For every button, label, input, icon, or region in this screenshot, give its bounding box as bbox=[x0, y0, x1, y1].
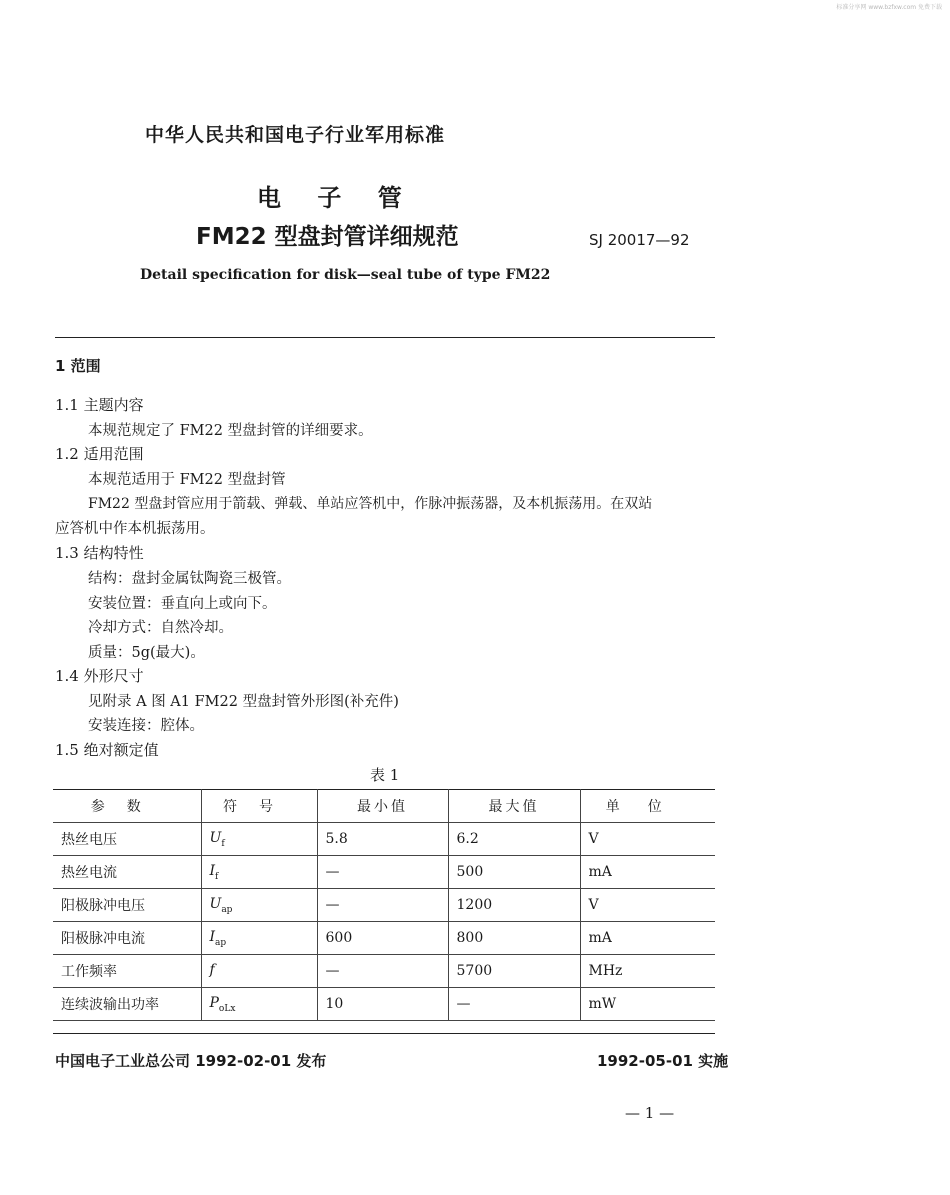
unit-cell: MHz bbox=[580, 955, 715, 988]
section-heading-1: 1 范围 bbox=[55, 357, 101, 375]
table-row bbox=[53, 955, 715, 988]
symbol-cell: $U_{ap}$ bbox=[201, 889, 317, 922]
section-text: 见附录 A 图 A1 FM22 型盘封管外形图(补充件) bbox=[88, 694, 399, 710]
unit-cell: mA bbox=[580, 922, 715, 955]
section-text: FM22 型盘封管应用于箭载、弹载、单站应答机中，作脉冲振荡器，及本机振荡用。在双站 bbox=[88, 496, 653, 512]
table-row bbox=[53, 988, 715, 1021]
section-heading-1-3: 1.3 结构特性 bbox=[55, 544, 144, 562]
section-text: 本规范适用于 FM22 型盘封管 bbox=[88, 472, 286, 488]
issue-date: 中国电子工业总公司 1992-02-01 发布 bbox=[55, 1052, 327, 1070]
symbol-cell: $U_f$ bbox=[201, 823, 317, 856]
max-cell: 800 bbox=[448, 922, 580, 955]
document-subtitle: FM22 型盘封管详细规范 bbox=[196, 224, 459, 250]
section-text: 质量：5g(最大)。 bbox=[88, 645, 205, 661]
unit-cell: V bbox=[580, 823, 715, 856]
param-cell: 热丝电流 bbox=[53, 856, 201, 889]
section-heading-1-2: 1.2 适用范围 bbox=[55, 445, 144, 463]
unit-cell: mW bbox=[580, 988, 715, 1021]
min-cell: — bbox=[317, 889, 448, 922]
unit-cell: mA bbox=[580, 856, 715, 889]
section-text: 结构：盘封金属钛陶瓷三极管。 bbox=[88, 571, 291, 587]
min-cell: 10 bbox=[317, 988, 448, 1021]
section-heading-1-4: 1.4 外形尺寸 bbox=[55, 667, 144, 685]
section-text: 安装位置：垂直向上或向下。 bbox=[88, 596, 277, 612]
table-row bbox=[53, 823, 715, 856]
min-cell: 5.8 bbox=[317, 823, 448, 856]
symbol-cell: f bbox=[201, 955, 317, 988]
table-header-row bbox=[53, 790, 715, 823]
top-divider bbox=[55, 337, 715, 338]
unit-cell: V bbox=[580, 889, 715, 922]
section-heading-1-1: 1.1 主题内容 bbox=[55, 396, 144, 414]
header-param: 参数 bbox=[53, 790, 201, 823]
english-title: Detail specification for disk—seal tube of type FM22 bbox=[140, 267, 551, 283]
symbol-cell: $I_f$ bbox=[201, 856, 317, 889]
page-number: — 1 — bbox=[625, 1104, 675, 1122]
max-cell: 1200 bbox=[448, 889, 580, 922]
max-cell: 5700 bbox=[448, 955, 580, 988]
section-heading-1-5: 1.5 绝对额定值 bbox=[55, 741, 159, 759]
header-max: 最大值 bbox=[448, 790, 580, 823]
param-cell: 工作频率 bbox=[53, 955, 201, 988]
watermark: 标准分享网 www.bzfxw.com 免费下载 bbox=[836, 4, 942, 11]
section-text: 冷却方式：自然冷却。 bbox=[88, 620, 233, 636]
header-unit: 单位 bbox=[580, 790, 715, 823]
section-text: 本规范规定了 FM22 型盘封管的详细要求。 bbox=[88, 423, 373, 439]
footer-divider bbox=[53, 1033, 715, 1034]
table-row bbox=[53, 922, 715, 955]
symbol-cell: $I_{ap}$ bbox=[201, 922, 317, 955]
param-cell: 连续波输出功率 bbox=[53, 988, 201, 1021]
ratings-table bbox=[53, 789, 715, 1021]
max-cell: — bbox=[448, 988, 580, 1021]
max-cell: 6.2 bbox=[448, 823, 580, 856]
param-cell: 热丝电压 bbox=[53, 823, 201, 856]
min-cell: 600 bbox=[317, 922, 448, 955]
standard-code: SJ 20017—92 bbox=[589, 231, 690, 249]
symbol-cell: $P_{oLx}$ bbox=[201, 988, 317, 1021]
max-cell: 500 bbox=[448, 856, 580, 889]
document-title: 电 子 管 bbox=[257, 184, 416, 212]
effective-date: 1992-05-01 实施 bbox=[597, 1052, 729, 1070]
param-cell: 阳极脉冲电流 bbox=[53, 922, 201, 955]
table-row bbox=[53, 856, 715, 889]
min-cell: — bbox=[317, 955, 448, 988]
section-text: 安装连接：腔体。 bbox=[88, 718, 204, 734]
section-text: 应答机中作本机振荡用。 bbox=[55, 521, 215, 537]
table-caption: 表 1 bbox=[370, 766, 400, 784]
table-row bbox=[53, 889, 715, 922]
header-symbol: 符号 bbox=[201, 790, 317, 823]
param-cell: 阳极脉冲电压 bbox=[53, 889, 201, 922]
min-cell: — bbox=[317, 856, 448, 889]
header-min: 最小值 bbox=[317, 790, 448, 823]
standard-title: 中华人民共和国电子行业军用标准 bbox=[145, 124, 446, 146]
